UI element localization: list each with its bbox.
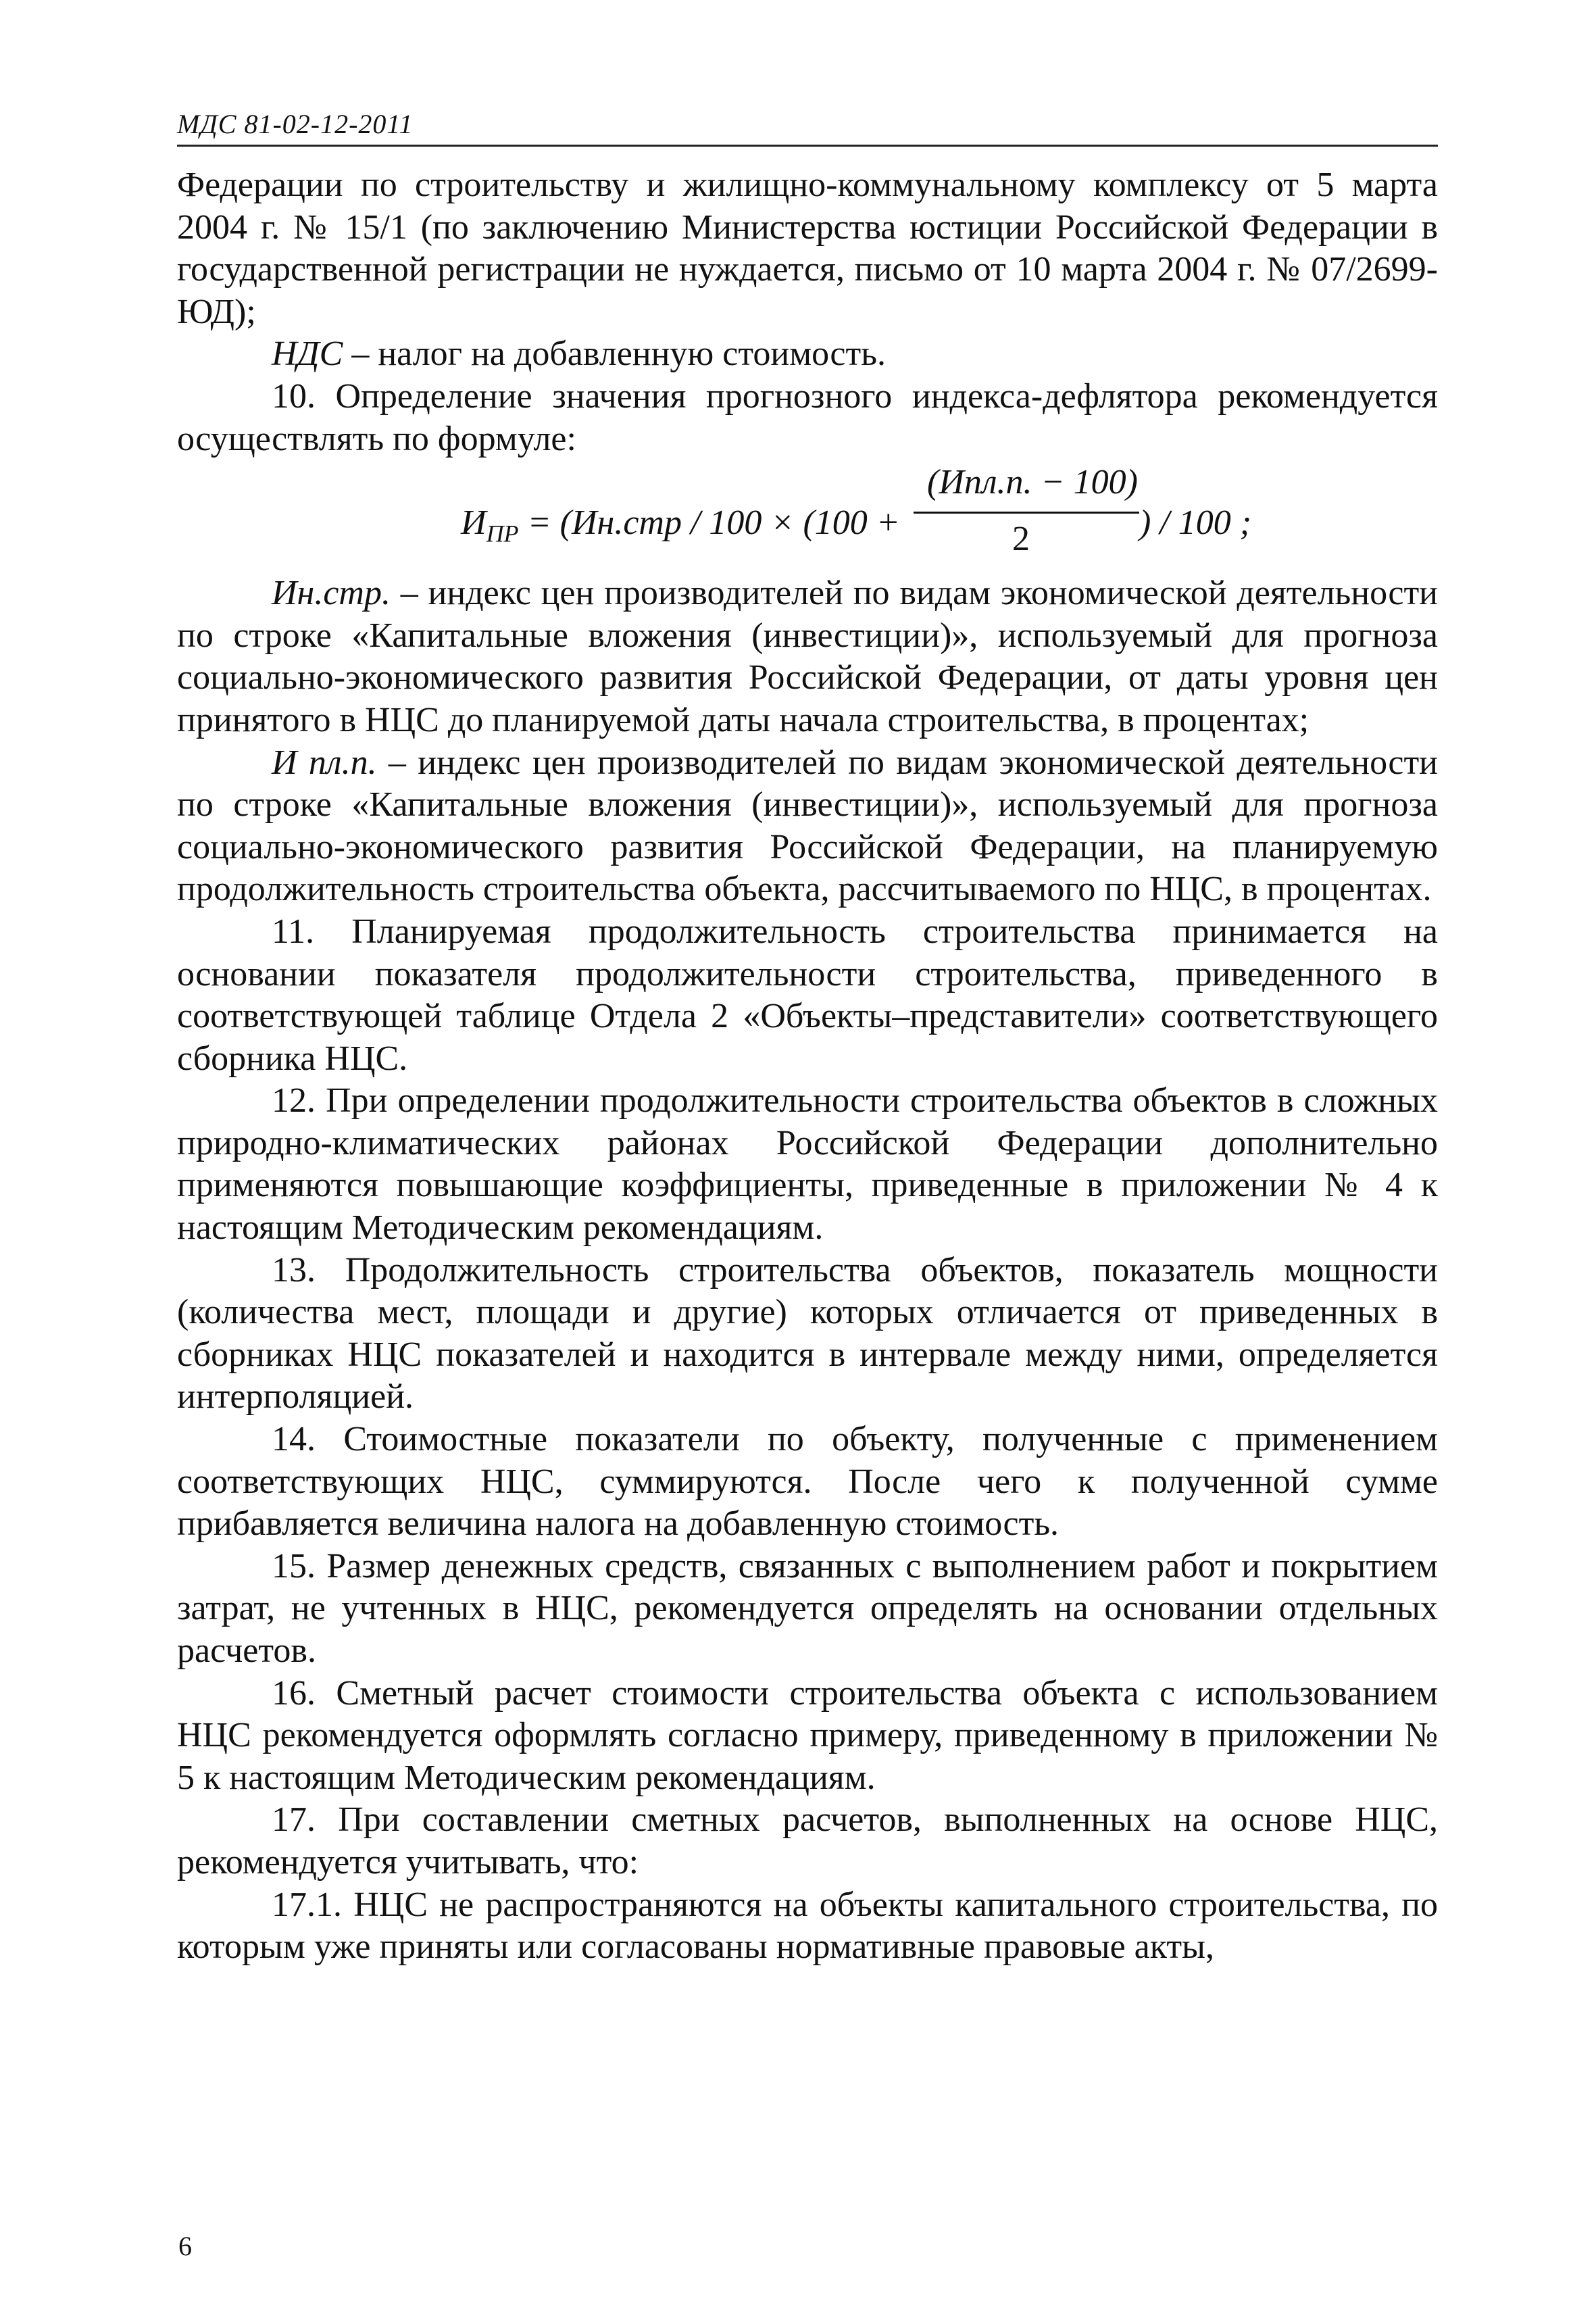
formula-denominator: 2	[1012, 520, 1030, 559]
formula-right-side: ) / 100 ;	[1139, 503, 1252, 543]
formula-numerator: (Ипл.п. − 100)	[927, 463, 1138, 502]
term-in-str: Ин.стр.	[272, 574, 391, 613]
formula-symbol: И	[461, 503, 487, 543]
paragraph-10: 10. Определение значения прогнозного индекса-дефлятора рекомендуется осуществлять по формуле:	[177, 376, 1438, 458]
formula-expression: = (Ин.стр / 100 × (100 +	[518, 503, 900, 543]
deflator-formula	[177, 460, 1438, 572]
document-page	[177, 108, 1438, 1969]
term-nds: НДС	[272, 335, 343, 374]
document-code-header: МДС 81-02-12-2011	[177, 108, 1438, 147]
paragraph-13: 13. Продолжительность строительства объектов, показатель мощности (количества мест, площади и другие) которых отличается от приведенных в сборниках НЦС показателей и находится в интервале между ними, определяется интерполяцией.	[177, 1250, 1438, 1417]
paragraph-in-str-definition	[177, 572, 1438, 741]
paragraph-i-pl-p-definition	[177, 742, 1438, 911]
paragraph-15: 15. Размер денежных средств, связанных с выполнением работ и покрытием затрат, не учтенных в НЦС, рекомендуется определять на основании отдельных расчетов.	[177, 1546, 1438, 1670]
definition-i-pl-p: – индекс цен производителей по видам экономической деятельности по строке «Капитальные вложения (инвестиции)», используемый для прогноза социально-экономического развития Российской Федерации, на планируемую продолжительность строительства объекта, рассчитываемого по НЦС, в процентах.	[177, 743, 1438, 909]
document-body	[177, 164, 1438, 1969]
term-i-pl-p: И пл.п.	[272, 743, 377, 782]
paragraph-continuation: Федерации по строительству и жилищно-коммунальному комплексу от 5 марта 2004 г. № 15/1 (по заключению Министерства юстиции Российской Федерации в государственной регистрации не нуждается, письмо от 10 марта 2004 г. № 07/2699-ЮД);	[177, 166, 1438, 331]
paragraph-16: 16. Сметный расчет стоимости строительства объекта с использованием НЦС рекомендуется оформлять согласно примеру, приведенному в приложении № 5 к настоящим Методическим рекомендациям.	[177, 1673, 1438, 1797]
paragraph-12: 12. При определении продолжительности строительства объектов в сложных природно-климатических районах Российской Федерации дополнительно применяются повышающие коэффициенты, приведенные в приложении № 4 к настоящим Методическим рекомендациям.	[177, 1081, 1438, 1248]
paragraph-11: 11. Планируемая продолжительность строительства принимается на основании показателя продолжительности строительства, приведенного в соответствующей таблице Отдела 2 «Объекты–представители» соответствующего сборника НЦС.	[177, 912, 1438, 1078]
formula-fraction-bar	[914, 512, 1139, 514]
formula-subscript: ПР	[486, 520, 519, 547]
page-number: 6	[178, 2231, 192, 2261]
formula-left-side	[461, 502, 900, 555]
definition-nds: – налог на добавленную стоимость.	[343, 335, 886, 374]
definition-in-str: – индекс цен производителей по видам экономической деятельности по строке «Капитальные вложения (инвестиции)», используемый для прогноза социально-экономического развития Российской Федерации, от даты уровня цен принятого в НЦС до планируемой даты начала строительства, в процентах;	[177, 574, 1438, 739]
paragraph-14: 14. Стоимостные показатели по объекту, полученные с применением соответствующих НЦС, суммируются. После чего к полученной сумме прибавляется величина налога на добавленную стоимость.	[177, 1420, 1438, 1544]
paragraph-17-1: 17.1. НЦС не распространяются на объекты капитального строительства, по которым уже приняты или согласованы нормативные правовые акты,	[177, 1885, 1438, 1967]
paragraph-17: 17. При составлении сметных расчетов, выполненных на основе НЦС, рекомендуется учитывать, что:	[177, 1800, 1438, 1881]
paragraph-nds-definition	[177, 333, 1438, 376]
